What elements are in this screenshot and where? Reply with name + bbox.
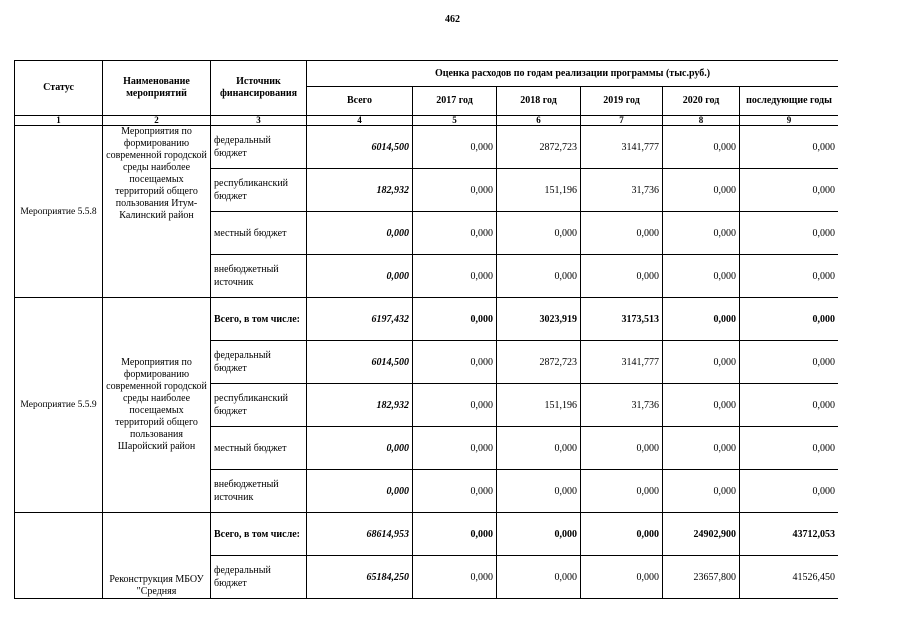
value-2018: 0,000 bbox=[497, 470, 581, 513]
value-2017: 0,000 bbox=[413, 212, 497, 255]
value-2018: 0,000 bbox=[497, 212, 581, 255]
col-number: 6 bbox=[497, 116, 581, 126]
value-2017: 0,000 bbox=[413, 255, 497, 298]
header-later: последующие годы bbox=[740, 87, 839, 116]
source-cell: федеральный бюджет bbox=[211, 341, 307, 384]
header-status: Статус bbox=[15, 61, 103, 116]
col-number: 8 bbox=[663, 116, 740, 126]
value-2020: 0,000 bbox=[663, 341, 740, 384]
value-later: 0,000 bbox=[740, 384, 839, 427]
value-2017: 0,000 bbox=[413, 470, 497, 513]
source-cell: местный бюджет bbox=[211, 212, 307, 255]
value-later: 43712,053 bbox=[740, 513, 839, 556]
value-2020: 0,000 bbox=[663, 169, 740, 212]
value-2018: 2872,723 bbox=[497, 126, 581, 169]
header-2020: 2020 год bbox=[663, 87, 740, 116]
status-cell bbox=[15, 513, 103, 599]
header-name: Наименование мероприятий bbox=[103, 61, 211, 116]
value-later: 0,000 bbox=[740, 169, 839, 212]
value-later: 0,000 bbox=[740, 255, 839, 298]
value-later: 0,000 bbox=[740, 212, 839, 255]
value-2020: 23657,800 bbox=[663, 556, 740, 599]
source-cell: внебюджетный источник bbox=[211, 470, 307, 513]
header-2017: 2017 год bbox=[413, 87, 497, 116]
source-cell: федеральный бюджет bbox=[211, 126, 307, 169]
header-2019: 2019 год bbox=[581, 87, 663, 116]
col-number: 9 bbox=[740, 116, 839, 126]
col-number: 7 bbox=[581, 116, 663, 126]
header-2018: 2018 год bbox=[497, 87, 581, 116]
status-cell: Мероприятие 5.5.8 bbox=[15, 126, 103, 298]
col-number: 3 bbox=[211, 116, 307, 126]
col-number: 2 bbox=[103, 116, 211, 126]
total-cell: 6014,500 bbox=[307, 341, 413, 384]
value-2018: 151,196 bbox=[497, 384, 581, 427]
value-later: 41526,450 bbox=[740, 556, 839, 599]
value-2019: 0,000 bbox=[581, 556, 663, 599]
value-2019: 3141,777 bbox=[581, 126, 663, 169]
value-2019: 3141,777 bbox=[581, 341, 663, 384]
total-cell: 0,000 bbox=[307, 470, 413, 513]
value-2017: 0,000 bbox=[413, 169, 497, 212]
source-cell: республиканский бюджет bbox=[211, 384, 307, 427]
table-row bbox=[15, 513, 839, 556]
total-cell: 182,932 bbox=[307, 384, 413, 427]
value-2019: 31,736 bbox=[581, 384, 663, 427]
value-2017: 0,000 bbox=[413, 384, 497, 427]
col-number: 1 bbox=[15, 116, 103, 126]
value-later: 0,000 bbox=[740, 126, 839, 169]
budget-table-sheet bbox=[14, 60, 838, 605]
event-name-cell bbox=[103, 513, 211, 599]
column-numbers-row bbox=[15, 116, 839, 126]
value-2020: 0,000 bbox=[663, 470, 740, 513]
event-name-text: Реконструкция МБОУ "Средняя bbox=[109, 574, 204, 597]
event-name-cell: Мероприятия по формированию современной городской среды наиболее посещаемых территорий общего пользования Шаройский район bbox=[103, 298, 211, 513]
table-row bbox=[15, 126, 839, 169]
value-2019: 0,000 bbox=[581, 212, 663, 255]
table-row bbox=[15, 298, 839, 341]
value-2020: 0,000 bbox=[663, 126, 740, 169]
col-number: 4 bbox=[307, 116, 413, 126]
source-cell: Всего, в том числе: bbox=[211, 298, 307, 341]
value-2019: 31,736 bbox=[581, 169, 663, 212]
value-2020: 0,000 bbox=[663, 384, 740, 427]
value-2019: 0,000 bbox=[581, 470, 663, 513]
total-cell: 65184,250 bbox=[307, 556, 413, 599]
value-2020: 0,000 bbox=[663, 212, 740, 255]
value-later: 0,000 bbox=[740, 341, 839, 384]
budget-table bbox=[14, 60, 838, 599]
total-cell: 68614,953 bbox=[307, 513, 413, 556]
source-cell: местный бюджет bbox=[211, 427, 307, 470]
header-total: Всего bbox=[307, 87, 413, 116]
total-cell: 0,000 bbox=[307, 427, 413, 470]
total-cell: 0,000 bbox=[307, 255, 413, 298]
value-2018: 2872,723 bbox=[497, 341, 581, 384]
header-source: Источник финансирования bbox=[211, 61, 307, 116]
source-cell: внебюджетный источник bbox=[211, 255, 307, 298]
source-cell: Всего, в том числе: bbox=[211, 513, 307, 556]
total-cell: 0,000 bbox=[307, 212, 413, 255]
source-cell: федеральный бюджет bbox=[211, 556, 307, 599]
value-later: 0,000 bbox=[740, 427, 839, 470]
value-2017: 0,000 bbox=[413, 298, 497, 341]
value-2020: 24902,900 bbox=[663, 513, 740, 556]
value-2018: 3023,919 bbox=[497, 298, 581, 341]
value-2018: 0,000 bbox=[497, 255, 581, 298]
source-cell: республиканский бюджет bbox=[211, 169, 307, 212]
value-2020: 0,000 bbox=[663, 255, 740, 298]
value-2018: 151,196 bbox=[497, 169, 581, 212]
value-2018: 0,000 bbox=[497, 427, 581, 470]
total-cell: 6197,432 bbox=[307, 298, 413, 341]
value-2019: 0,000 bbox=[581, 255, 663, 298]
value-2018: 0,000 bbox=[497, 513, 581, 556]
value-2017: 0,000 bbox=[413, 556, 497, 599]
header-estimate: Оценка расходов по годам реализации программы (тыс.руб.) bbox=[307, 61, 839, 87]
value-2019: 3173,513 bbox=[581, 298, 663, 341]
value-2017: 0,000 bbox=[413, 126, 497, 169]
value-2017: 0,000 bbox=[413, 427, 497, 470]
col-number: 5 bbox=[413, 116, 497, 126]
value-later: 0,000 bbox=[740, 470, 839, 513]
value-2020: 0,000 bbox=[663, 298, 740, 341]
value-2020: 0,000 bbox=[663, 427, 740, 470]
value-2019: 0,000 bbox=[581, 427, 663, 470]
value-2017: 0,000 bbox=[413, 513, 497, 556]
value-2019: 0,000 bbox=[581, 513, 663, 556]
value-2017: 0,000 bbox=[413, 341, 497, 384]
total-cell: 6014,500 bbox=[307, 126, 413, 169]
value-later: 0,000 bbox=[740, 298, 839, 341]
page-number: 462 bbox=[445, 14, 460, 25]
total-cell: 182,932 bbox=[307, 169, 413, 212]
status-cell: Мероприятие 5.5.9 bbox=[15, 298, 103, 513]
event-name-cell: Мероприятия по формированию современной городской среды наиболее посещаемых территорий общего пользования Итум-Калинский район bbox=[103, 126, 211, 298]
value-2018: 0,000 bbox=[497, 556, 581, 599]
